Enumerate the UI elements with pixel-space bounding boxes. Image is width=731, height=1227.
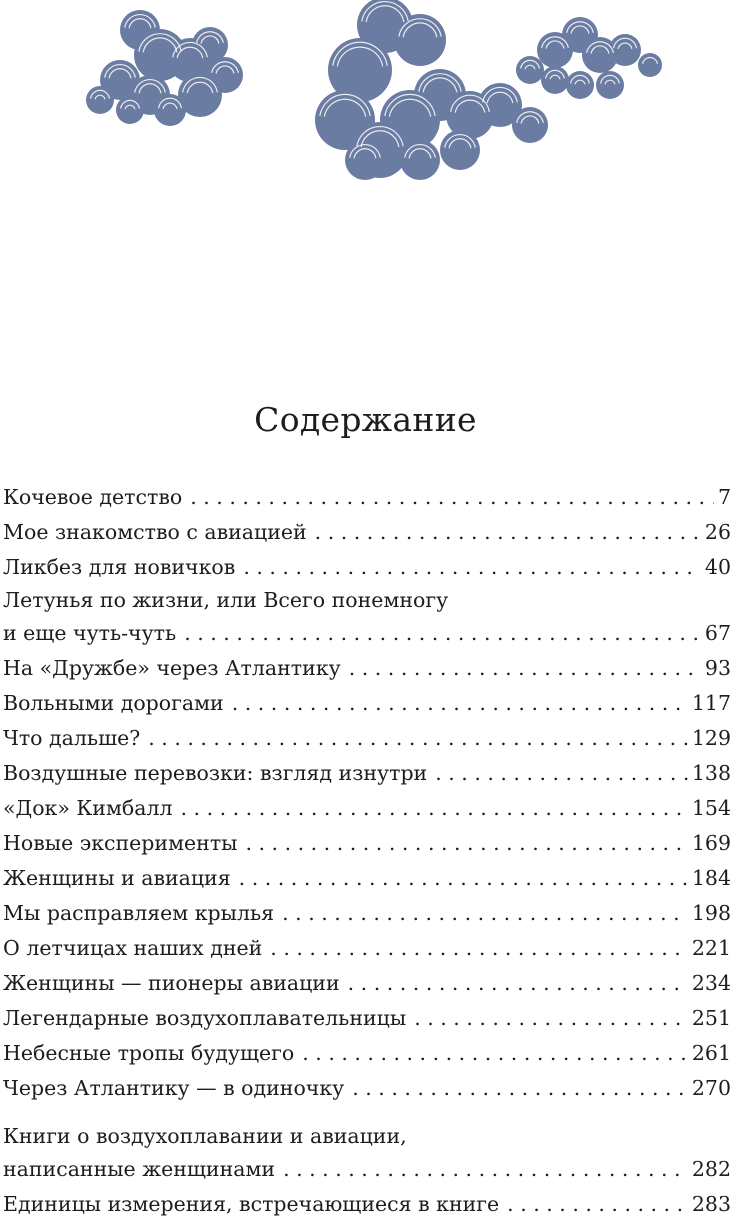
toc-page-number: 138 bbox=[691, 761, 731, 785]
toc-page-number: 282 bbox=[691, 1157, 731, 1181]
toc-entry-line bbox=[3, 1121, 731, 1152]
table-of-contents bbox=[3, 480, 731, 1222]
toc-entry-title: Воздушные перевозки: взгляд изнутри bbox=[3, 761, 428, 785]
cloud-right bbox=[516, 17, 662, 99]
toc-entry-title: Летунья по жизни, или Всего понемногу bbox=[3, 588, 449, 612]
dot-leader bbox=[315, 515, 701, 550]
toc-page-number: 169 bbox=[691, 831, 731, 855]
dot-leader bbox=[239, 861, 688, 896]
toc-page-number: 198 bbox=[691, 901, 731, 925]
toc-page-number: 7 bbox=[717, 485, 731, 509]
dot-leader bbox=[148, 721, 688, 756]
toc-entry bbox=[3, 515, 731, 550]
toc-entry bbox=[3, 861, 731, 896]
cloud-center bbox=[315, 0, 548, 180]
toc-entry-title: Кочевое детство bbox=[3, 485, 183, 509]
dot-leader bbox=[184, 616, 701, 651]
toc-page-number: 154 bbox=[691, 796, 731, 820]
toc-entry bbox=[3, 480, 731, 515]
toc-entry bbox=[3, 550, 731, 585]
toc-page-number: 93 bbox=[704, 656, 731, 680]
toc-page-number: 270 bbox=[691, 1076, 731, 1100]
toc-entry bbox=[3, 1152, 731, 1187]
dot-leader bbox=[232, 686, 688, 721]
toc-entry-title: Небесные тропы будущего bbox=[3, 1041, 295, 1065]
toc-entry bbox=[3, 756, 731, 791]
toc-page-number: 67 bbox=[704, 621, 731, 645]
page-title: Содержание bbox=[254, 400, 477, 439]
dot-leader bbox=[414, 1001, 688, 1036]
dot-leader bbox=[352, 1071, 688, 1106]
toc-entry-title: и еще чуть-чуть bbox=[3, 621, 177, 645]
toc-page-number: 129 bbox=[691, 726, 731, 750]
toc-entry bbox=[3, 1036, 731, 1071]
dot-leader bbox=[181, 791, 688, 826]
toc-entry bbox=[3, 1187, 731, 1222]
toc-entry-title: Мое знакомство с авиацией bbox=[3, 520, 307, 544]
toc-entry bbox=[3, 791, 731, 826]
toc-entry-line bbox=[3, 585, 731, 616]
toc-entry bbox=[3, 966, 731, 1001]
cloud-left bbox=[86, 10, 243, 126]
toc-entry bbox=[3, 721, 731, 756]
dot-leader bbox=[349, 651, 701, 686]
dot-leader bbox=[270, 931, 688, 966]
toc-entry bbox=[3, 686, 731, 721]
toc-page-number: 117 bbox=[691, 691, 731, 715]
dot-leader bbox=[283, 1152, 688, 1187]
toc-entry bbox=[3, 896, 731, 931]
toc-page-number: 283 bbox=[691, 1192, 731, 1216]
dot-leader bbox=[507, 1187, 688, 1222]
toc-entry-title: Женщины — пионеры авиации bbox=[3, 971, 340, 995]
dot-leader bbox=[243, 550, 701, 585]
dot-leader bbox=[282, 896, 688, 931]
toc-entry bbox=[3, 616, 731, 651]
toc-entry-title: О летчицах наших дней bbox=[3, 936, 263, 960]
toc-page-number: 26 bbox=[704, 520, 731, 544]
toc-page-number: 261 bbox=[691, 1041, 731, 1065]
toc-entry-title: Новые эксперименты bbox=[3, 831, 238, 855]
dot-leader bbox=[245, 826, 687, 861]
toc-entry-title: Вольными дорогами bbox=[3, 691, 224, 715]
toc-entry bbox=[3, 826, 731, 861]
toc-page-number: 251 bbox=[691, 1006, 731, 1030]
toc-entry-title: Легендарные воздухоплавательницы bbox=[3, 1006, 407, 1030]
toc-entry-title: написанные женщинами bbox=[3, 1157, 276, 1181]
dot-leader bbox=[190, 480, 714, 515]
clouds-illustration bbox=[0, 0, 731, 200]
dot-leader bbox=[348, 966, 688, 1001]
toc-entry-title: Женщины и авиация bbox=[3, 866, 231, 890]
toc-entry-title: Мы расправляем крылья bbox=[3, 901, 275, 925]
toc-entry-title: «Док» Кимбалл bbox=[3, 796, 173, 820]
toc-entry-title: Книги о воздухоплавании и авиации, bbox=[3, 1124, 407, 1148]
toc-entry bbox=[3, 1001, 731, 1036]
toc-entry bbox=[3, 931, 731, 966]
dot-leader bbox=[302, 1036, 688, 1071]
toc-page-number: 234 bbox=[691, 971, 731, 995]
toc-entry-title: Через Атлантику — в одиночку bbox=[3, 1076, 345, 1100]
toc-entry-title: Ликбез для новичков bbox=[3, 555, 236, 579]
toc-entry bbox=[3, 1071, 731, 1106]
toc-page-number: 184 bbox=[691, 866, 731, 890]
toc-page-number: 221 bbox=[691, 936, 731, 960]
toc-entry-title: Единицы измерения, встречающиеся в книге bbox=[3, 1192, 500, 1216]
toc-entry-title: Что дальше? bbox=[3, 726, 141, 750]
toc-page-number: 40 bbox=[704, 555, 731, 579]
toc-entry bbox=[3, 651, 731, 686]
dot-leader bbox=[435, 756, 688, 791]
toc-entry-title: На «Дружбе» через Атлантику bbox=[3, 656, 341, 680]
